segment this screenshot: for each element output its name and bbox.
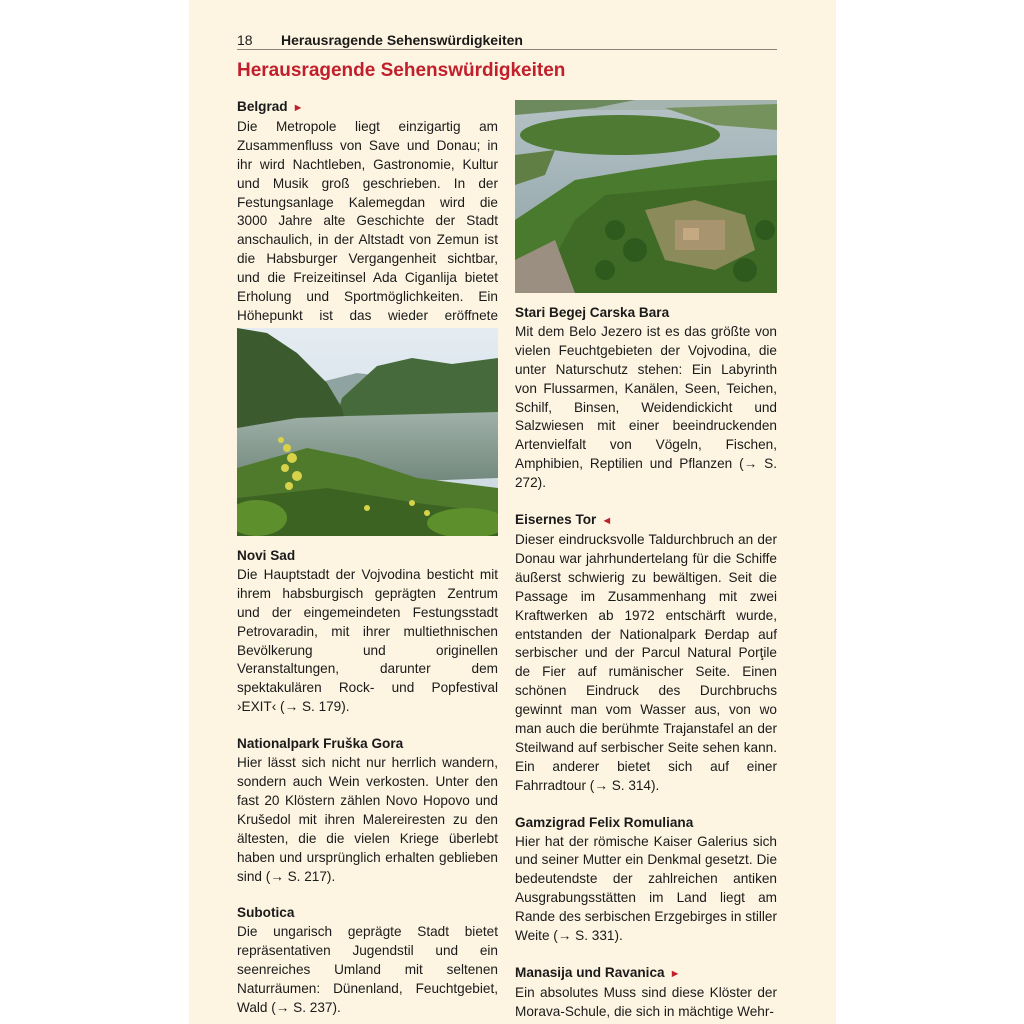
- heading-fruska-gora: Nationalpark Fruška Gora: [237, 736, 404, 752]
- highlight-arrow-icon: ►: [292, 102, 304, 114]
- text-gamzigrad: Hier hat der römische Kaiser Galerius sich und seiner Mutter ein Denkmal gesetzt. Die bedeutendste der zahlreichen antiken Ausgrabungsstätten im Land liegt am Rande des serbischen Erzgebirges in stiller Weite (→ S. 331).: [515, 833, 777, 944]
- right-column: [515, 304, 777, 1022]
- highlight-arrow-icon: ►: [669, 968, 681, 980]
- page-title: Herausragende Sehenswürdigkeiten: [237, 60, 566, 81]
- text-fruska-gora: Hier lässt sich nicht nur herrlich wandern, sondern auch Wein verkosten. Unter den fast 20 Klöstern zählen Novo Hopovo und Krušedol mit ihren Malereiresten zu den ältesten, die die vielen Kriege überlebt haben und ursprünglich erhalten geblieben sind (→ S. 217).: [237, 755, 498, 884]
- text-carska-bara: Mit dem Belo Jezero ist es das größte von vielen Feuchtgebieten der Vojvodina, die unter Naturschutz stehen: Ein Labyrinth von Flussarmen, Kanälen, Seen, Teichen, Schilf, Binsen, Weidendickicht und Salzwiesen mit einer beeindruckenden Artenvielfalt von Vögeln, Fischen, Amphibien, Reptilien und Pflanzen (→ S. 272).: [515, 323, 777, 491]
- photo-danube-gorge: [237, 328, 498, 536]
- photo-belgrade-fortress: [515, 100, 777, 293]
- text-manasija: Ein absolutes Muss sind diese Klöster der Morava-Schule, die sich in mächtige Wehr-: [515, 984, 777, 1019]
- page-number: 18: [237, 32, 253, 48]
- heading-manasija: Manasija und Ravanica ►: [515, 965, 681, 980]
- heading-subotica: Subotica: [237, 905, 295, 921]
- heading-carska-bara: Stari Begej Carska Bara: [515, 305, 670, 320]
- section-belgrad: [237, 98, 498, 345]
- left-column-lower: [237, 547, 498, 1018]
- heading-belgrad: Belgrad ►: [237, 99, 304, 114]
- text-eisernes-tor: Dieser eindrucksvolle Taldurchbruch an der Donau war jahrhundertelang für die Schiffe äußerst schwierig zu bewältigen. Seit die Passage im Zusammenhang mit zwei Kraftwerken ab 1972 entschärft wurde, entstanden der Nationalpark Đerdap auf serbischer und der Parcul Natural Porţile de Fier auf rumänischer Seite. Einen schönen Eindruck des Durchbruchs gewinnt man vom Wasser aus, von wo man auch die berühmte Trajanstafel an der Steilwand auf serbischer Seite sehen kann. Ein anderer bietet sich auf einer Fahrradtour (→ S. 314).: [515, 531, 777, 793]
- heading-novi-sad: Novi Sad: [237, 548, 296, 563]
- highlight-arrow-left-icon: ◄: [601, 515, 613, 528]
- running-header: [237, 31, 777, 50]
- running-title: Herausragende Sehenswürdigkeiten: [281, 32, 523, 48]
- heading-gamzigrad: Gamzigrad Felix Romuliana: [515, 814, 694, 830]
- text-novi-sad: Die Hauptstadt der Vojvodina besticht mit ihrem habsburgisch geprägten Zentrum und der eingemeindeten Festungsstadt Petrovaradin, mit ihrer multiethnischen Bevölkerung und originellen Veranstaltungen, darunter dem spektakulären Rock- und Popfestival ›EXIT‹ (→ S. 179).: [237, 566, 498, 715]
- text-subotica: Die ungarisch geprägte Stadt bietet repräsentativen Jugendstil und ein seenreiches Umland mit seltenen Naturräumen: Dünenland, Feuchtgebiet, Wald (→ S. 237).: [237, 924, 498, 1015]
- text-belgrad: Die Metropole liegt einzigartig am Zusammenfluss von Save und Donau; in ihr wird Nachtleben, Gastronomie, Kultur und Musik groß geschrieben. In der Festungsanlage Kalemegdan wird die 3000 Jahre alte Geschichte der Stadt anschaulich, in der Altstadt von Zemun ist die Habsburger Vergangenheit sichtbar, und die Freizeitinsel Ada Ciganlija bietet Erholung und Sportmöglichkeiten. Ein Höhepunkt ist das wieder eröffnete: [237, 118, 498, 323]
- heading-eisernes-tor: Eisernes Tor ◄: [515, 512, 613, 528]
